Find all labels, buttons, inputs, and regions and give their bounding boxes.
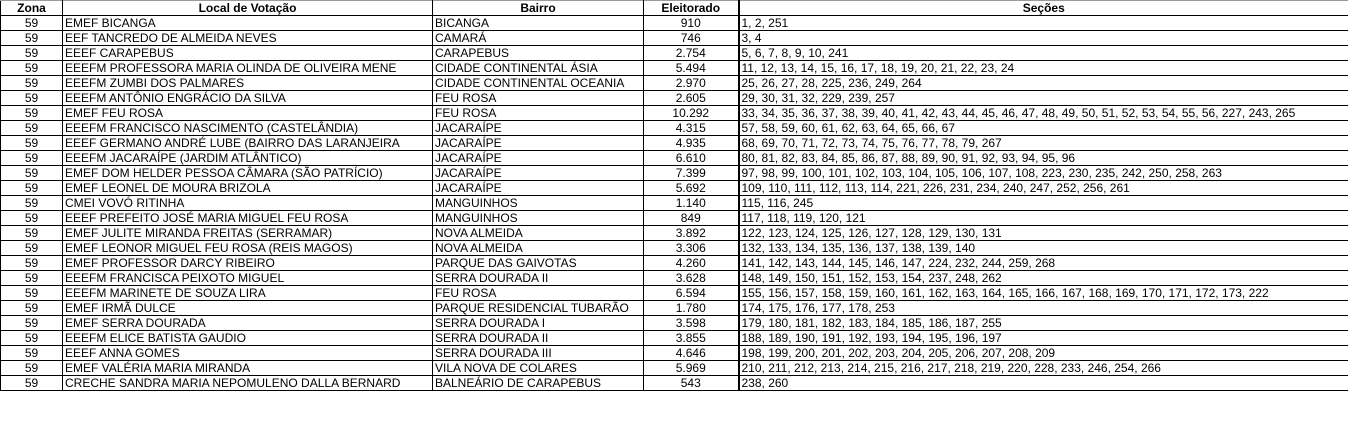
cell-zona[interactable]: 59 — [1, 211, 63, 226]
cell-eleitorado[interactable]: 5.494 — [644, 61, 739, 76]
cell-local[interactable]: EEEFM MARINETE DE SOUZA LIRA — [63, 286, 433, 301]
cell-bairro[interactable]: NOVA ALMEIDA — [433, 241, 644, 256]
table-row — [1, 31, 1348, 46]
cell-local[interactable]: EMEF BICANGA — [63, 16, 433, 31]
cell-local[interactable]: EEEFM ANTÔNIO ENGRÁCIO DA SILVA — [63, 91, 433, 106]
cell-zona[interactable]: 59 — [1, 151, 63, 166]
table-row — [1, 226, 1348, 241]
cell-local[interactable]: EEEFM JACARAÍPE (JARDIM ATLÂNTICO) — [63, 151, 433, 166]
cell-eleitorado[interactable]: 746 — [644, 31, 739, 46]
cell-local[interactable]: EMEF PROFESSOR DARCY RIBEIRO — [63, 256, 433, 271]
table-row — [1, 241, 1348, 256]
cell-zona[interactable]: 59 — [1, 256, 63, 271]
header-bairro[interactable]: Bairro — [433, 1, 644, 16]
cell-local[interactable]: EMEF DOM HELDER PESSOA CÂMARA (SÃO PATRÍCIO) — [63, 166, 433, 181]
cell-secoes[interactable]: 179, 180, 181, 182, 183, 184, 185, 186, 187, 255 — [739, 316, 1348, 331]
table-row — [1, 46, 1348, 61]
cell-bairro[interactable]: CIDADE CONTINENTAL OCEANIA — [433, 76, 644, 91]
cell-local[interactable]: EMEF JULITE MIRANDA FREITAS (SERRAMAR) — [63, 226, 433, 241]
table-row — [1, 316, 1348, 331]
cell-local[interactable]: EEF TANCREDO DE ALMEIDA NEVES — [63, 31, 433, 46]
cell-secoes[interactable]: 1, 2, 251 — [739, 16, 1348, 31]
cell-bairro[interactable]: SERRA DOURADA II — [433, 331, 644, 346]
cell-local[interactable]: EMEF FEU ROSA — [63, 106, 433, 121]
cell-zona[interactable]: 59 — [1, 136, 63, 151]
cell-secoes[interactable]: 33, 34, 35, 36, 37, 38, 39, 40, 41, 42, 43, 44, 45, 46, 47, 48, 49, 50, 51, 52, 53, 54, 55, 56, 227, 243, 265 — [739, 106, 1348, 121]
table-row — [1, 106, 1348, 121]
cell-local[interactable]: EEEF GERMANO ANDRÉ LUBE (BAIRRO DAS LARANJEIRA — [63, 136, 433, 151]
cell-local[interactable]: EMEF LEONEL DE MOURA BRIZOLA — [63, 181, 433, 196]
table-row — [1, 376, 1348, 391]
cell-secoes[interactable]: 68, 69, 70, 71, 72, 73, 74, 75, 76, 77, 78, 79, 267 — [739, 136, 1348, 151]
header-row — [1, 1, 1348, 16]
cell-bairro[interactable]: FEU ROSA — [433, 91, 644, 106]
cell-local[interactable]: EMEF LEONOR MIGUEL FEU ROSA (REIS MAGOS) — [63, 241, 433, 256]
cell-zona[interactable]: 59 — [1, 166, 63, 181]
cell-eleitorado[interactable]: 4.260 — [644, 256, 739, 271]
cell-bairro[interactable]: PARQUE DAS GAIVOTAS — [433, 256, 644, 271]
cell-zona[interactable]: 59 — [1, 226, 63, 241]
cell-zona[interactable]: 59 — [1, 121, 63, 136]
cell-local[interactable]: EEEFM ZUMBI DOS PALMARES — [63, 76, 433, 91]
cell-local[interactable]: EEEF CARAPEBUS — [63, 46, 433, 61]
cell-eleitorado[interactable]: 6.610 — [644, 151, 739, 166]
cell-eleitorado[interactable]: 3.628 — [644, 271, 739, 286]
cell-local[interactable]: EEEF ANNA GOMES — [63, 346, 433, 361]
cell-eleitorado[interactable]: 10.292 — [644, 106, 739, 121]
header-eleitorado[interactable]: Eleitorado — [644, 1, 739, 16]
cell-bairro[interactable]: JACARAÍPE — [433, 151, 644, 166]
cell-secoes[interactable]: 148, 149, 150, 151, 152, 153, 154, 237, 248, 262 — [739, 271, 1348, 286]
cell-bairro[interactable]: MANGUINHOS — [433, 196, 644, 211]
cell-bairro[interactable]: MANGUINHOS — [433, 211, 644, 226]
cell-eleitorado[interactable]: 849 — [644, 211, 739, 226]
cell-bairro[interactable]: JACARAÍPE — [433, 121, 644, 136]
cell-secoes[interactable]: 115, 116, 245 — [739, 196, 1348, 211]
table-row — [1, 121, 1348, 136]
table-row — [1, 196, 1348, 211]
cell-bairro[interactable]: CAMARÁ — [433, 31, 644, 46]
table-row — [1, 361, 1348, 376]
cell-secoes[interactable]: 97, 98, 99, 100, 101, 102, 103, 104, 105, 106, 107, 108, 223, 230, 235, 242, 250, 258, 263 — [739, 166, 1348, 181]
table-body — [1, 16, 1348, 391]
table-row — [1, 16, 1348, 31]
cell-local[interactable]: EEEFM PROFESSORA MARIA OLINDA DE OLIVEIRA MENE — [63, 61, 433, 76]
cell-bairro[interactable]: FEU ROSA — [433, 106, 644, 121]
cell-eleitorado[interactable]: 4.935 — [644, 136, 739, 151]
cell-zona[interactable]: 59 — [1, 361, 63, 376]
cell-zona[interactable]: 59 — [1, 91, 63, 106]
table-row — [1, 91, 1348, 106]
cell-secoes[interactable]: 5, 6, 7, 8, 9, 10, 241 — [739, 46, 1348, 61]
cell-secoes[interactable]: 188, 189, 190, 191, 192, 193, 194, 195, 196, 197 — [739, 331, 1348, 346]
cell-secoes[interactable]: 198, 199, 200, 201, 202, 203, 204, 205, 206, 207, 208, 209 — [739, 346, 1348, 361]
cell-eleitorado[interactable]: 5.969 — [644, 361, 739, 376]
cell-eleitorado[interactable]: 3.598 — [644, 316, 739, 331]
cell-secoes[interactable]: 109, 110, 111, 112, 113, 114, 221, 226, 231, 234, 240, 247, 252, 256, 261 — [739, 181, 1348, 196]
cell-eleitorado[interactable]: 4.315 — [644, 121, 739, 136]
cell-local[interactable]: CRECHE SANDRA MARIA NEPOMULENO DALLA BERNARD — [63, 376, 433, 391]
cell-zona[interactable]: 59 — [1, 31, 63, 46]
cell-eleitorado[interactable]: 3.306 — [644, 241, 739, 256]
cell-zona[interactable]: 59 — [1, 76, 63, 91]
cell-zona[interactable]: 59 — [1, 271, 63, 286]
table-row — [1, 271, 1348, 286]
header-zona[interactable]: Zona — [1, 1, 63, 16]
cell-local[interactable]: EEEFM FRANCISCA PEIXOTO MIGUEL — [63, 271, 433, 286]
cell-secoes[interactable]: 141, 142, 143, 144, 145, 146, 147, 224, 232, 244, 259, 268 — [739, 256, 1348, 271]
cell-bairro[interactable]: BALNEÁRIO DE CARAPEBUS — [433, 376, 644, 391]
cell-secoes[interactable]: 210, 211, 212, 213, 214, 215, 216, 217, 218, 219, 220, 228, 233, 246, 254, 266 — [739, 361, 1348, 376]
cell-eleitorado[interactable]: 5.692 — [644, 181, 739, 196]
cell-bairro[interactable]: JACARAÍPE — [433, 166, 644, 181]
cell-secoes[interactable]: 29, 30, 31, 32, 229, 239, 257 — [739, 91, 1348, 106]
cell-zona[interactable]: 59 — [1, 316, 63, 331]
cell-local[interactable]: EMEF VALÉRIA MARIA MIRANDA — [63, 361, 433, 376]
cell-secoes[interactable]: 11, 12, 13, 14, 15, 16, 17, 18, 19, 20, 21, 22, 23, 24 — [739, 61, 1348, 76]
cell-zona[interactable]: 59 — [1, 181, 63, 196]
cell-secoes[interactable]: 122, 123, 124, 125, 126, 127, 128, 129, 130, 131 — [739, 226, 1348, 241]
table-row — [1, 286, 1348, 301]
cell-bairro[interactable]: JACARAÍPE — [433, 181, 644, 196]
cell-local[interactable]: EMEF SERRA DOURADA — [63, 316, 433, 331]
cell-secoes[interactable]: 132, 133, 134, 135, 136, 137, 138, 139, 140 — [739, 241, 1348, 256]
cell-eleitorado[interactable]: 543 — [644, 376, 739, 391]
cell-eleitorado[interactable]: 3.892 — [644, 226, 739, 241]
cell-bairro[interactable]: VILA NOVA DE COLARES — [433, 361, 644, 376]
table-row — [1, 211, 1348, 226]
cell-eleitorado[interactable]: 7.399 — [644, 166, 739, 181]
cell-bairro[interactable]: CARAPEBUS — [433, 46, 644, 61]
cell-bairro[interactable]: BICANGA — [433, 16, 644, 31]
cell-eleitorado[interactable]: 2.605 — [644, 91, 739, 106]
cell-bairro[interactable]: SERRA DOURADA I — [433, 316, 644, 331]
table-row — [1, 181, 1348, 196]
cell-bairro[interactable]: JACARAÍPE — [433, 136, 644, 151]
cell-zona[interactable]: 59 — [1, 301, 63, 316]
header-secoes[interactable]: Seções — [739, 1, 1348, 16]
cell-bairro[interactable]: SERRA DOURADA III — [433, 346, 644, 361]
cell-secoes[interactable]: 3, 4 — [739, 31, 1348, 46]
cell-local[interactable]: EEEFM FRANCISCO NASCIMENTO (CASTELÂNDIA) — [63, 121, 433, 136]
cell-eleitorado[interactable]: 1.140 — [644, 196, 739, 211]
cell-zona[interactable]: 59 — [1, 376, 63, 391]
table-row — [1, 76, 1348, 91]
cell-zona[interactable]: 59 — [1, 46, 63, 61]
cell-zona[interactable]: 59 — [1, 286, 63, 301]
cell-zona[interactable]: 59 — [1, 346, 63, 361]
cell-eleitorado[interactable]: 4.646 — [644, 346, 739, 361]
cell-zona[interactable]: 59 — [1, 16, 63, 31]
cell-eleitorado[interactable]: 6.594 — [644, 286, 739, 301]
cell-eleitorado[interactable]: 1.780 — [644, 301, 739, 316]
table-row — [1, 346, 1348, 361]
cell-eleitorado[interactable]: 2.970 — [644, 76, 739, 91]
cell-secoes[interactable]: 80, 81, 82, 83, 84, 85, 86, 87, 88, 89, 90, 91, 92, 93, 94, 95, 96 — [739, 151, 1348, 166]
cell-eleitorado[interactable]: 3.855 — [644, 331, 739, 346]
cell-secoes[interactable]: 174, 175, 176, 177, 178, 253 — [739, 301, 1348, 316]
cell-local[interactable]: CMEI VOVÓ RITINHA — [63, 196, 433, 211]
cell-bairro[interactable]: FEU ROSA — [433, 286, 644, 301]
cell-eleitorado[interactable]: 2.754 — [644, 46, 739, 61]
table-row — [1, 256, 1348, 271]
cell-zona[interactable]: 59 — [1, 331, 63, 346]
table-row — [1, 61, 1348, 76]
cell-local[interactable]: EEEF PREFEITO JOSÉ MARIA MIGUEL FEU ROSA — [63, 211, 433, 226]
cell-bairro[interactable]: SERRA DOURADA II — [433, 271, 644, 286]
cell-eleitorado[interactable]: 910 — [644, 16, 739, 31]
cell-zona[interactable]: 59 — [1, 106, 63, 121]
header-local[interactable]: Local de Votação — [63, 1, 433, 16]
table-row — [1, 166, 1348, 181]
table-row — [1, 331, 1348, 346]
cell-zona[interactable]: 59 — [1, 241, 63, 256]
cell-bairro[interactable]: PARQUE RESIDENCIAL TUBARÃO — [433, 301, 644, 316]
cell-local[interactable]: EEEFM ELICE BATISTA GAUDIO — [63, 331, 433, 346]
table-row — [1, 301, 1348, 316]
cell-secoes[interactable]: 238, 260 — [739, 376, 1348, 391]
cell-local[interactable]: EMEF IRMÃ DULCE — [63, 301, 433, 316]
cell-bairro[interactable]: CIDADE CONTINENTAL ÁSIA — [433, 61, 644, 76]
cell-secoes[interactable]: 117, 118, 119, 120, 121 — [739, 211, 1348, 226]
cell-zona[interactable]: 59 — [1, 196, 63, 211]
cell-secoes[interactable]: 155, 156, 157, 158, 159, 160, 161, 162, 163, 164, 165, 166, 167, 168, 169, 170, 171, 172, 173, 222 — [739, 286, 1348, 301]
table-row — [1, 136, 1348, 151]
cell-zona[interactable]: 59 — [1, 61, 63, 76]
cell-bairro[interactable]: NOVA ALMEIDA — [433, 226, 644, 241]
cell-secoes[interactable]: 25, 26, 27, 28, 225, 236, 249, 264 — [739, 76, 1348, 91]
cell-secoes[interactable]: 57, 58, 59, 60, 61, 62, 63, 64, 65, 66, 67 — [739, 121, 1348, 136]
table-row — [1, 151, 1348, 166]
